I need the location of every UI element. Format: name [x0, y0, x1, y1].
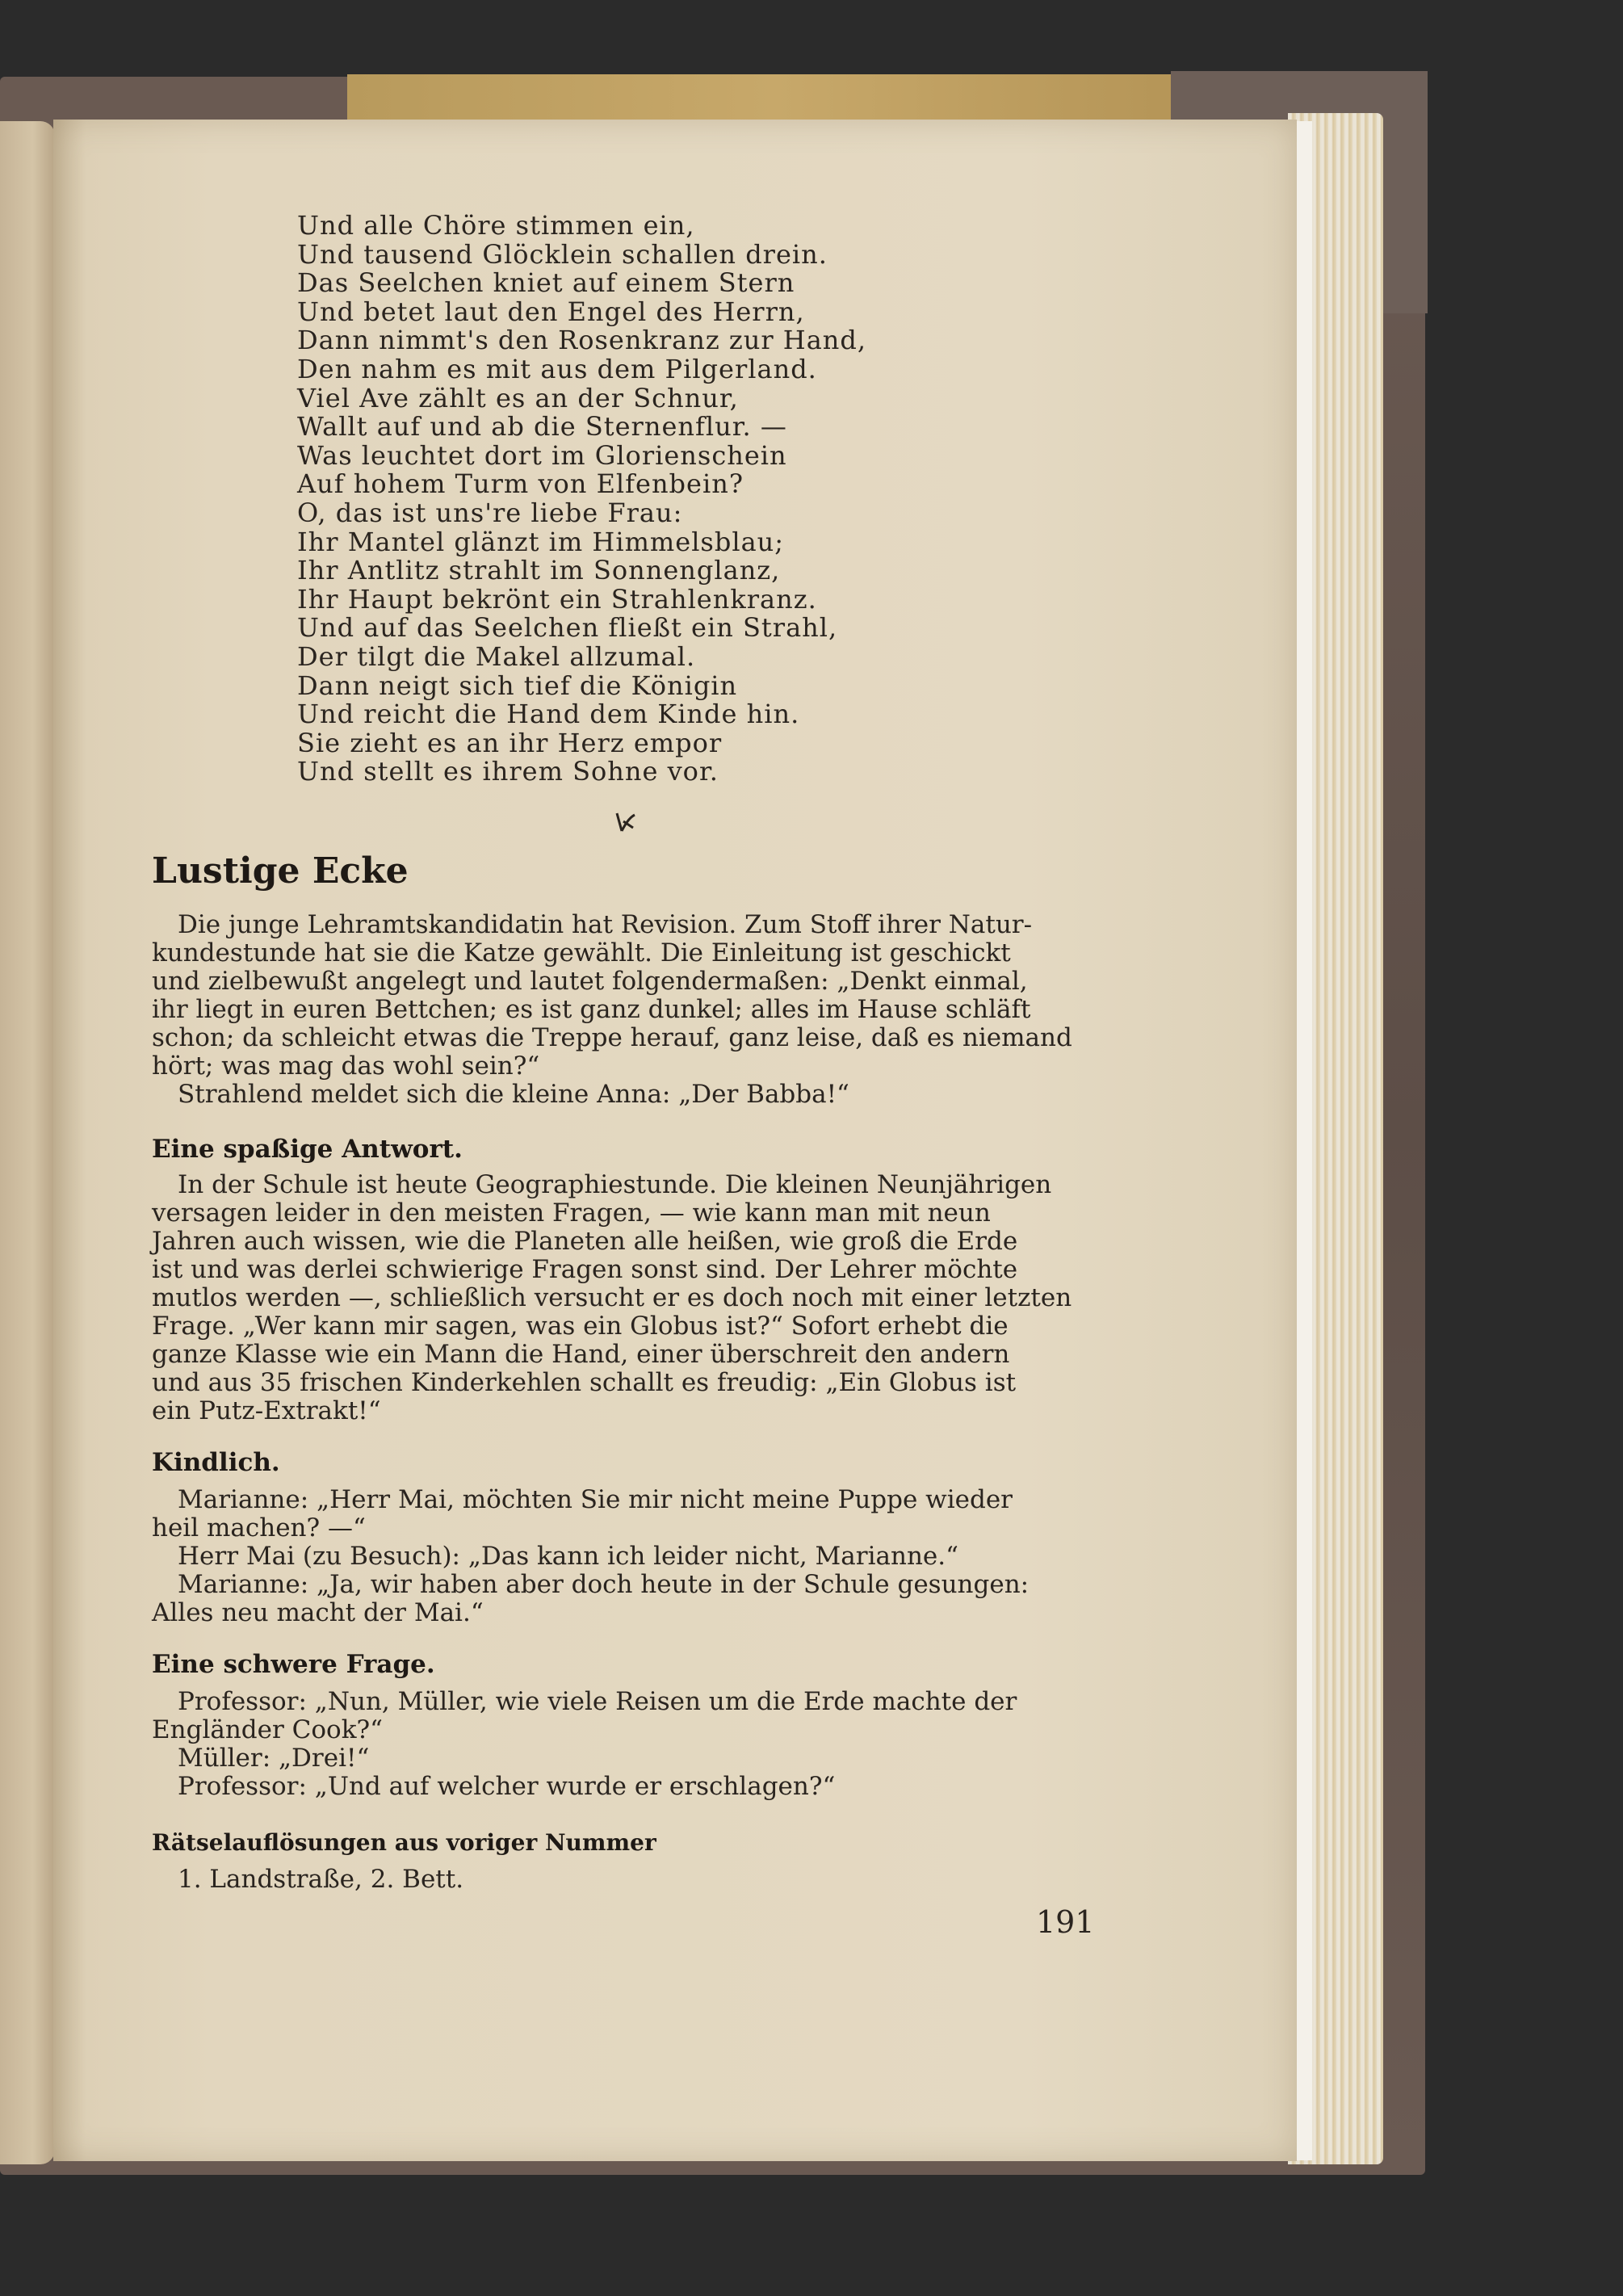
poem-line: Und tausend Glöcklein schallen drein. — [297, 238, 828, 270]
poem-line: Was leuchtet dort im Glorienschein — [297, 439, 787, 471]
story-kindlich — [152, 1486, 1092, 1627]
poem-line: Auf hohem Turm von Elfenbein? — [297, 468, 744, 500]
poem-line: Sie zieht es an ihr Herz empor — [297, 727, 723, 758]
story-lehramt — [152, 911, 1092, 1109]
poem-line: Und alle Chöre stimmen ein, — [297, 210, 695, 241]
story-globus — [152, 1171, 1092, 1425]
subtitle-raetselaufloesungen: Rätselauflösungen aus voriger Nummer — [152, 1829, 656, 1856]
poem-line: Ihr Haupt bekrönt ein Strahlenkranz. — [297, 583, 817, 615]
poem-line: Dann nimmt's den Rosenkranz zur Hand, — [297, 325, 867, 356]
story-line: Herr Mai (zu Besuch): „Das kann ich leider nicht, Marianne.“ — [178, 1542, 958, 1571]
story-line: Marianne: „Ja, wir haben aber doch heute in der Schule gesungen: — [178, 1570, 1030, 1599]
ornament-separator — [614, 810, 638, 834]
solutions-line: 1. Landstraße, 2. Bett. — [178, 1865, 464, 1894]
story-line: mutlos werden —, schließlich versucht er es doch noch mit einer letzten — [152, 1283, 1072, 1312]
story-line: Professor: „Nun, Müller, wie viele Reisen um die Erde machte der — [178, 1687, 1017, 1716]
subtitle-spassige-antwort: Eine spaßige Antwort. — [152, 1135, 463, 1164]
story-line: ihr liegt in euren Bettchen; es ist ganz dunkel; alles im Hause schläft — [152, 995, 1031, 1024]
story-line: heil machen? —“ — [152, 1513, 366, 1543]
poem-line: Viel Ave zählt es an der Schnur, — [297, 382, 739, 413]
poem — [297, 212, 895, 787]
story-line: Alles neu macht der Mai.“ — [152, 1598, 484, 1627]
story-line: hört; was mag das wohl sein?“ — [152, 1051, 540, 1081]
poem-line: Das Seelchen kniet auf einem Stern — [297, 267, 795, 299]
story-line: ein Putz-Extrakt!“ — [152, 1396, 381, 1425]
story-line: Marianne: „Herr Mai, möchten Sie mir nicht meine Puppe wieder — [178, 1485, 1013, 1514]
spine-label — [347, 74, 1203, 123]
subtitle-schwere-frage: Eine schwere Frage. — [152, 1650, 435, 1679]
story-line: Jahren auch wissen, wie die Planeten alle heißen, wie groß die Erde — [152, 1227, 1018, 1256]
story-line: ist und was derlei schwierige Fragen sonst sind. Der Lehrer möchte — [152, 1255, 1018, 1284]
poem-line: Und auf das Seelchen fließt ein Strahl, — [297, 612, 838, 644]
story-line: versagen leider in den meisten Fragen, — wie kann man mit neun — [152, 1198, 991, 1228]
poem-line: Ihr Antlitz strahlt im Sonnenglanz, — [297, 555, 781, 586]
page-number: 191 — [1036, 1904, 1095, 1940]
story-cook — [152, 1688, 1092, 1801]
poem-line: Ihr Mantel glänzt im Himmelsblau; — [297, 526, 785, 557]
story-line: Engländer Cook?“ — [152, 1715, 383, 1744]
poem-line: Und stellt es ihrem Sohne vor. — [297, 756, 719, 787]
story-line: ganze Klasse wie ein Mann die Hand, einer überschreit den andern — [152, 1340, 1010, 1369]
poem-line: Der tilgt die Makel allzumal. — [297, 640, 696, 672]
poem-line: Dann neigt sich tief die Königin — [297, 669, 738, 701]
poem-line: Den nahm es mit aus dem Pilgerland. — [297, 353, 817, 384]
poem-line: O, das ist uns're liebe Frau: — [297, 497, 683, 528]
solutions-text — [152, 1866, 1092, 1894]
poem-line: Und betet laut den Engel des Herrn, — [297, 296, 805, 327]
story-line: und aus 35 frischen Kinderkehlen schallt es freudig: „Ein Globus ist — [152, 1368, 1017, 1397]
story-line: In der Schule ist heute Geographiestunde. Die kleinen Neunjährigen — [178, 1170, 1052, 1199]
story-line: und zielbewußt angelegt und lautet folgendermaßen: „Denkt einmal, — [152, 967, 1028, 996]
story-line: Frage. „Wer kann mir sagen, was ein Globus ist?“ Sofort erhebt die — [152, 1312, 1009, 1341]
story-line: Die junge Lehramtskandidatin hat Revision. Zum Stoff ihrer Natur- — [178, 910, 1033, 939]
poem-line: Und reicht die Hand dem Kinde hin. — [297, 699, 800, 730]
story-line: schon; da schleicht etwas die Treppe herauf, ganz leise, daß es niemand — [152, 1023, 1072, 1052]
left-page-edge — [0, 121, 55, 2164]
story-line: Strahlend meldet sich die kleine Anna: „Der Babba!“ — [178, 1080, 849, 1109]
subtitle-kindlich: Kindlich. — [152, 1448, 280, 1477]
story-line: kundestunde hat sie die Katze gewählt. Die Einleitung ist geschickt — [152, 938, 1011, 968]
story-line: Professor: „Und auf welcher wurde er erschlagen?“ — [178, 1772, 836, 1801]
story-line: Müller: „Drei!“ — [178, 1744, 370, 1773]
poem-line: Wallt auf und ab die Sternenflur. — — [297, 411, 787, 443]
section-title: Lustige Ecke — [152, 850, 409, 892]
